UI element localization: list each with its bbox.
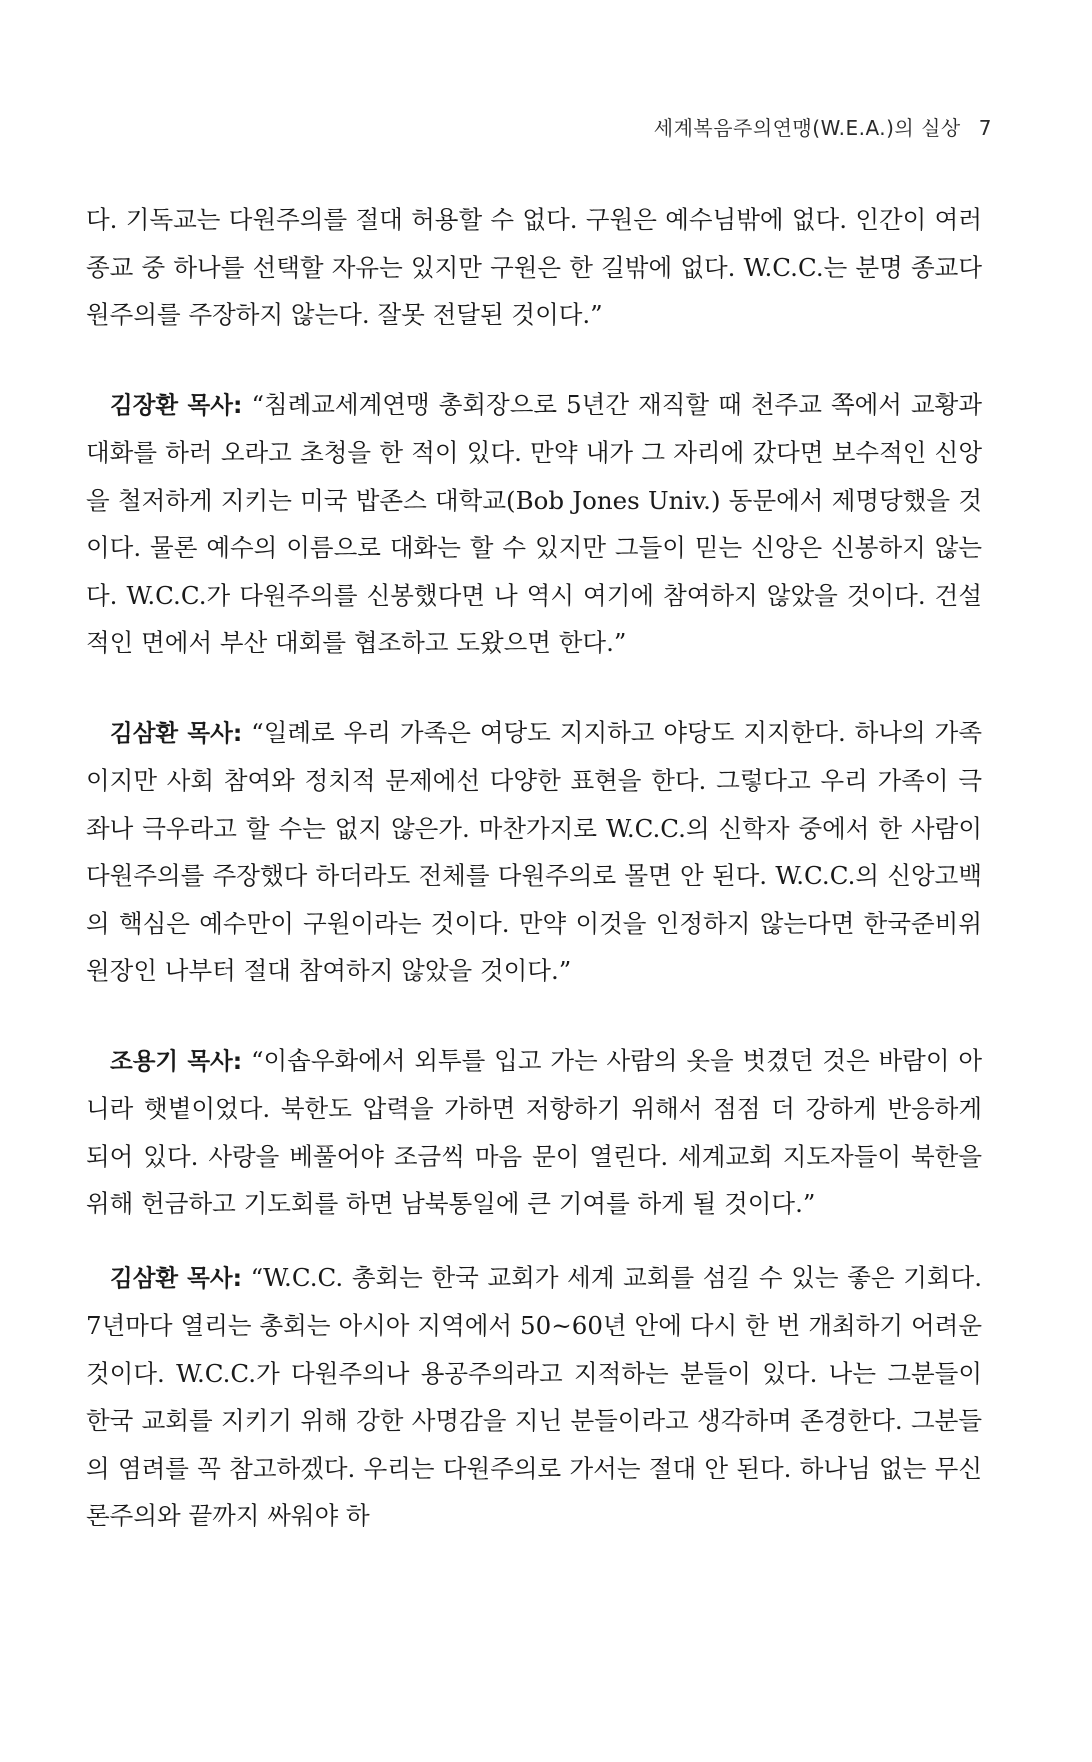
page-number: 7 xyxy=(978,116,992,140)
paragraph-continuation xyxy=(86,196,982,339)
paragraph-text: “침례교세계연맹 총회장으로 5년간 재직할 때 천주교 쪽에서 교황과 대화를 하러 오라고 초청을 한 적이 있다. 만약 내가 그 자리에 갔다면 보수적인 신앙을 철저하게 지키는 미국 밥존스 대학교(Bob Jones Univ.) 동문에서 제명당했을 것이다. 물론 예수의 이름으로 대화는 할 수 있지만 그들이 믿는 신앙은 신봉하지 않는다. W.C.C.가 다원주의를 신봉했다면 나 역시 여기에 참여하지 않았을 것이다. 건설적인 면에서 부산 대회를 협조하고 도왔으면 한다.” xyxy=(86,389,983,657)
paragraph-text: “이솝우화에서 외투를 입고 가는 사람의 옷을 벗겼던 것은 바람이 아니라 햇볕이었다. 북한도 압력을 가하면 저항하기 위해서 점점 더 강하게 반응하게 되어 있다. 사랑을 베풀어야 조금씩 마음 문이 열린다. 세계교회 지도자들이 북한을 위해 헌금하고 기도회를 하면 남북통일에 큰 기여를 하게 될 것이다.” xyxy=(86,1045,982,1218)
running-header xyxy=(654,112,992,141)
paragraph-text: “W.C.C. 총회는 한국 교회가 세계 교회를 섬길 수 있는 좋은 기회다. 7년마다 열리는 총회는 아시아 지역에서 50~60년 안에 다시 한 번 개최하기 어려운 것이다. W.C.C.가 다원주의나 용공주의라고 지적하는 분들이 있다. 나는 그분들이 한국 교회를 지키기 위해 강한 사명감을 지닌 분들이라고 생각하며 존경한다. 그분들의 염려를 꼭 참고하겠다. 우리는 다원주의로 가서는 절대 안 된다. 하나님 없는 무신론주의와 끝까지 싸워야 하 xyxy=(86,1262,982,1530)
speaker-name: 김장환 목사: xyxy=(110,390,243,419)
paragraph-kim-janghwan xyxy=(86,381,982,667)
paragraph-kim-samhwan-1 xyxy=(86,709,982,995)
paragraph-cho-yonggi xyxy=(86,1037,982,1228)
body-text xyxy=(86,196,982,1540)
paragraph-kim-samhwan-2 xyxy=(86,1254,982,1540)
paragraph-text: “일례로 우리 가족은 여당도 지지하고 야당도 지지한다. 하나의 가족이지만 사회 참여와 정치적 문제에선 다양한 표현을 한다. 그렇다고 우리 가족이 극좌나 극우라고 할 수는 없지 않은가. 마찬가지로 W.C.C.의 신학자 중에서 한 사람이 다원주의를 주장했다 하더라도 전체를 다원주의로 몰면 안 된다. W.C.C.의 신앙고백의 핵심은 예수만이 구원이라는 것이다. 만약 이것을 인정하지 않는다면 한국준비위원장인 나부터 절대 참여하지 않았을 것이다.” xyxy=(86,717,982,985)
running-header-title: 세계복음주의연맹(W.E.A.)의 실상 xyxy=(653,116,961,140)
paragraph-text: 다. 기독교는 다원주의를 절대 허용할 수 없다. 구원은 예수님밖에 없다. 인간이 여러 종교 중 하나를 선택할 자유는 있지만 구원은 한 길밖에 없다. W.C.C.는 분명 종교다원주의를 주장하지 않는다. 잘못 전달된 것이다.” xyxy=(86,205,982,329)
speaker-name: 조용기 목사: xyxy=(110,1046,243,1075)
speaker-name: 김삼환 목사: xyxy=(110,718,243,747)
speaker-name: 김삼환 목사: xyxy=(110,1263,242,1292)
